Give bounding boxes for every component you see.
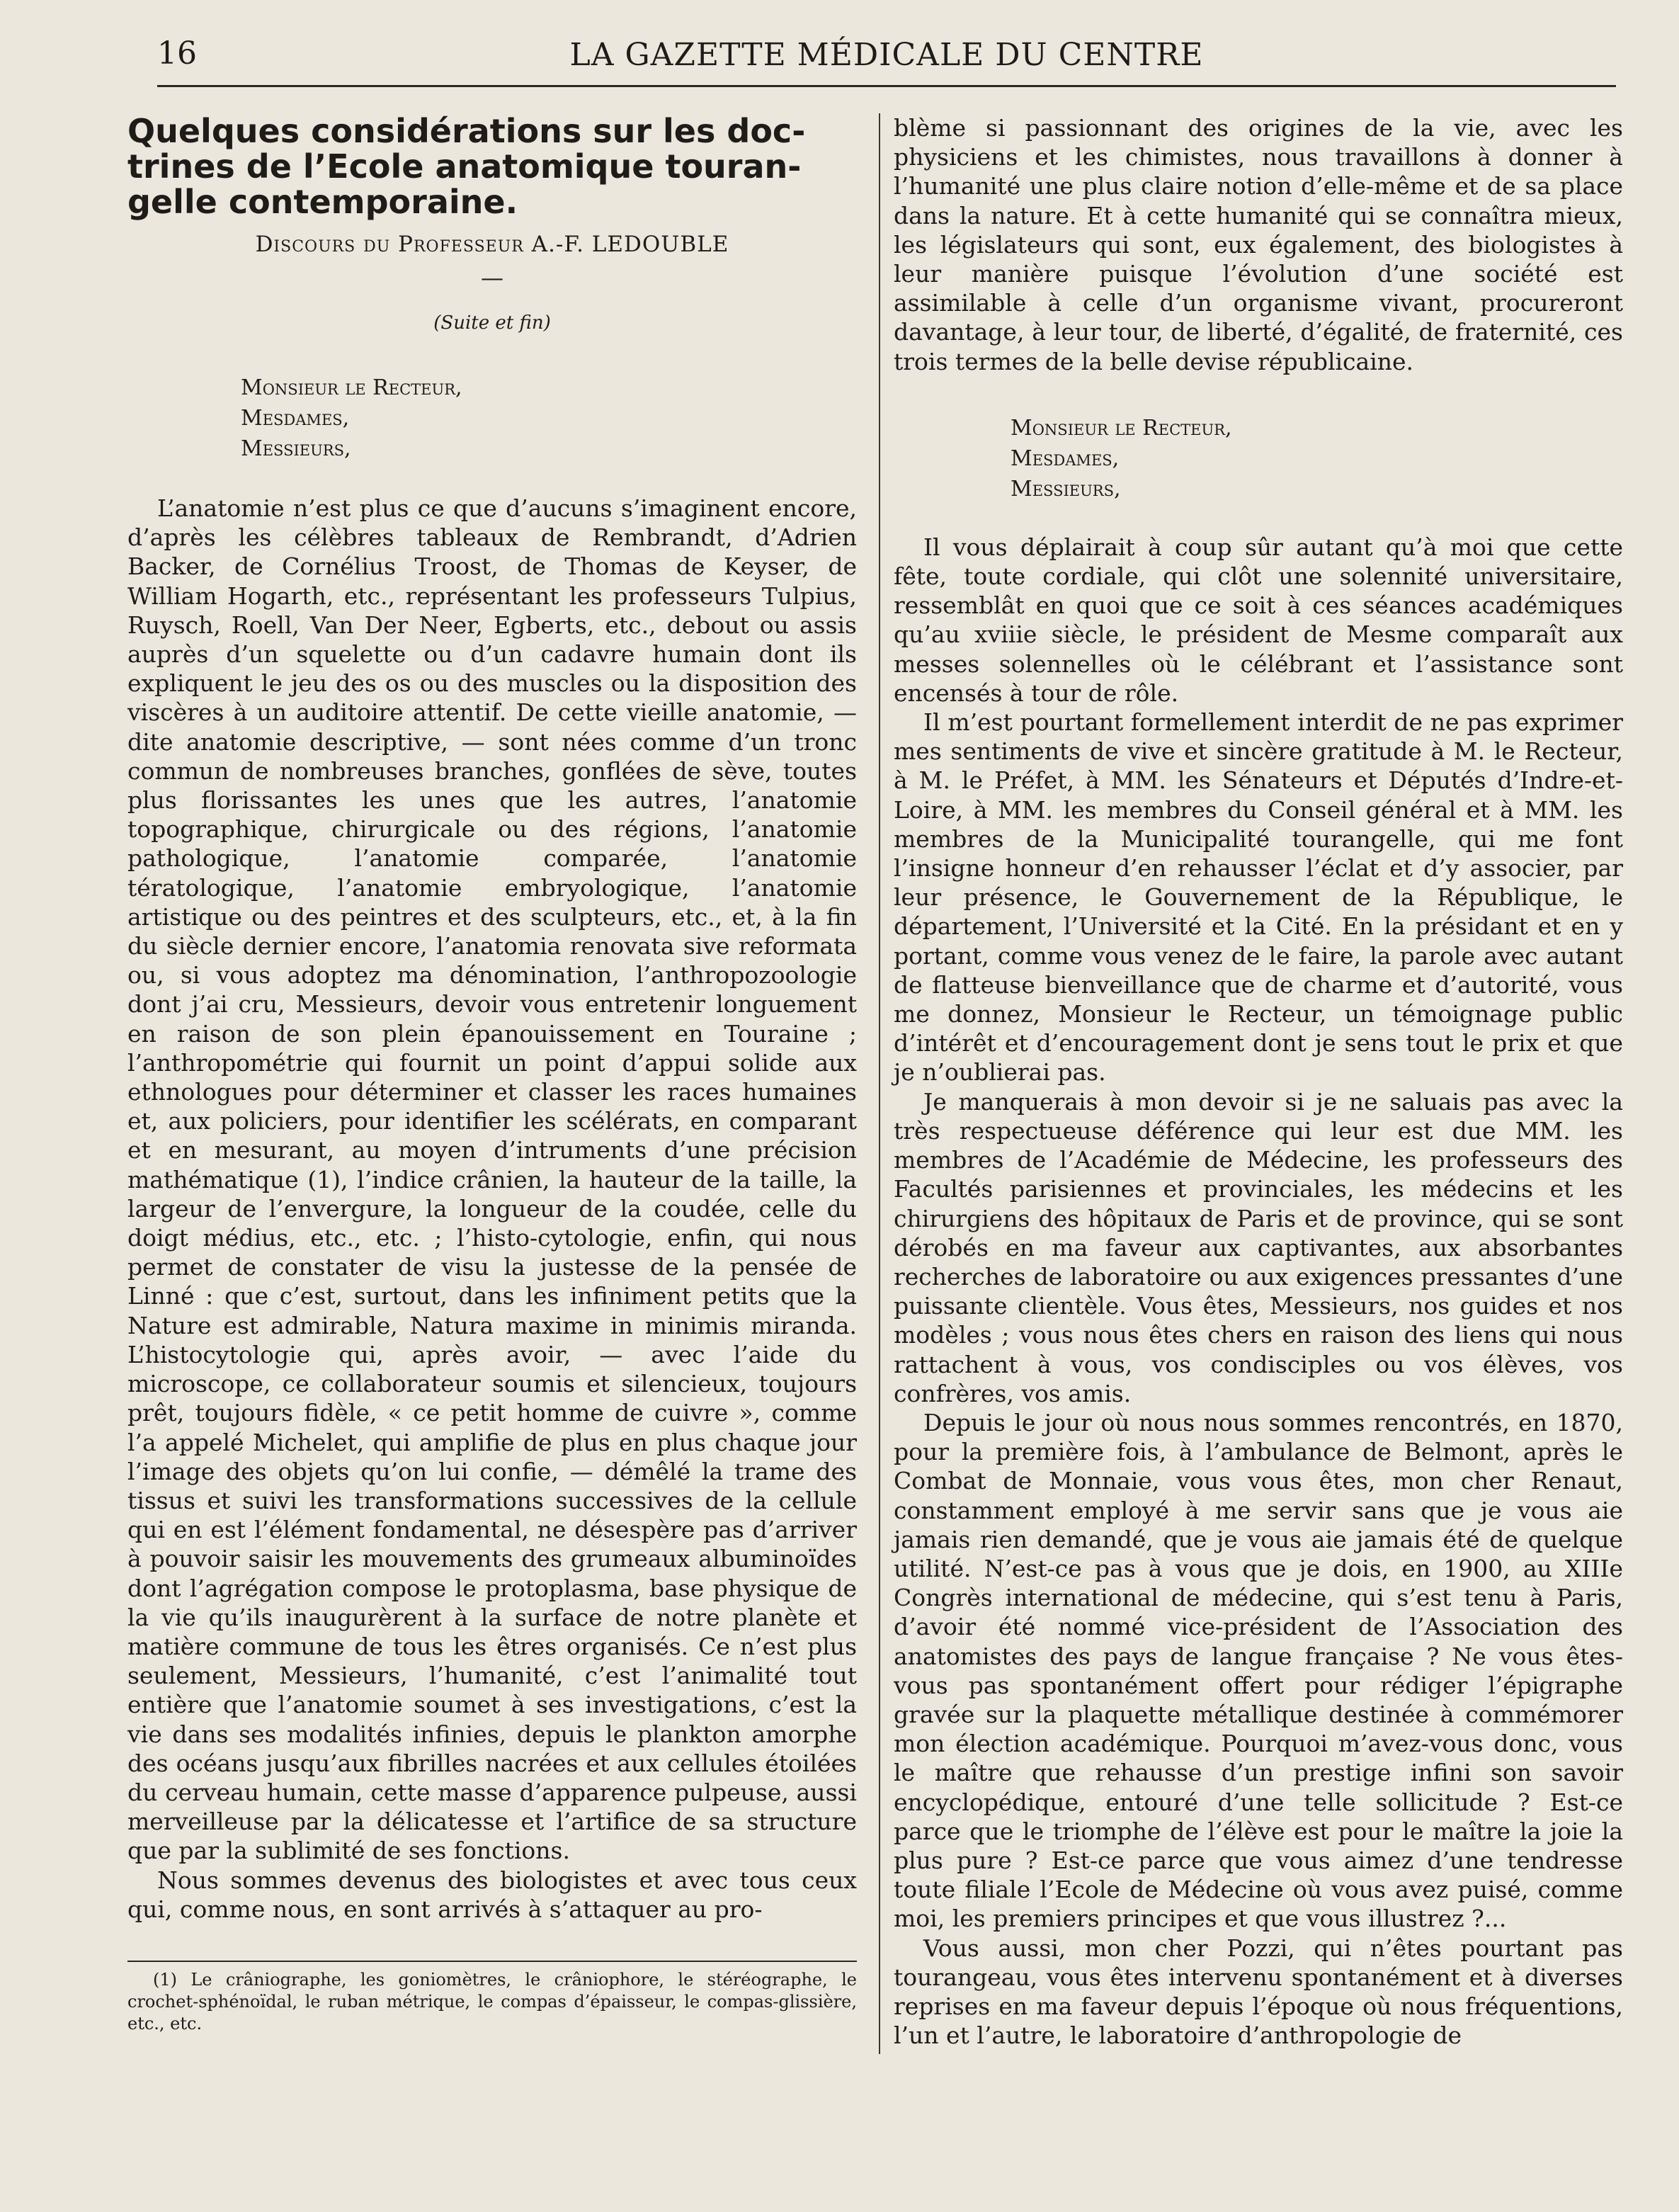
page-number: 16 [157, 35, 197, 72]
page-header [157, 35, 1616, 79]
footnote-rule [127, 1961, 857, 1962]
salutation [127, 373, 857, 464]
byline: Discours du Professeur A.-F. LEDOUBLE [255, 232, 729, 257]
paragraph: Vous aussi, mon cher Pozzi, qui n’êtes pourtant pas tourangeau, vous êtes intervenu spontanément et à diverses reprises en ma faveur depuis l’époque où nous fréquentions, l’un et l’autre, le laboratoire d’anthropologie de [894, 1934, 1623, 2050]
running-title: LA GAZETTE MÉDICALE DU CENTRE [569, 37, 1204, 73]
salutation-line: Monsieur le Recteur, [241, 375, 462, 400]
article-title [127, 113, 857, 220]
title-line: trines de l’Ecole anatomique touran- [127, 147, 802, 186]
header-rule [157, 85, 1616, 87]
footnote: (1) Le crâniographe, les goniomètres, le crâniophore, le stéréographe, le crochet-sphénoïdal, le ruban métrique, le compas d’épaisseur, le compas-glissière, etc., etc. [127, 1969, 857, 2034]
title-line: gelle contemporaine. [127, 183, 518, 221]
column-divider [879, 113, 880, 2054]
paragraph: Depuis le jour où nous nous sommes rencontrés, en 1870, pour la première fois, à l’ambulance de Belmont, après le Combat de Monnaie, vous vous êtes, mon cher Renaut, constamment employé à me servir sans que je vous aie jamais rien demandé, que je vous aie jamais été de quelque utilité. N’est-ce pas à vous que je dois, en 1900, au XIIIe Congrès international de médecine, qui s’est tenu à Paris, d’avoir été nommé vice-président de l’Association des anatomistes des pays de langue française ? Ne vous êtes-vous pas spontanément offert pour rédiger l’épigraphe gravée sur la plaquette métallique destinée à commémorer mon élection académique. Pourquoi m’avez-vous donc, vous le maître que rehausse d’un prestige infini son savoir encyclopédique, entouré d’une telle sollicitude ? Est-ce parce que le triomphe de l’élève est pour le maître la joie la plus pure ? Est-ce parce que vous aimez d’une tendresse toute filiale l’Ecole de Médecine où vous avez puisé, comme moi, les premiers principes et que vous illustrez ?... [894, 1408, 1623, 1933]
salutation-line: Messieurs, [1011, 476, 1121, 501]
paragraph: Il m’est pourtant formellement interdit de ne pas exprimer mes sentiments de vive et sincère gratitude à M. le Recteur, à M. le Préfet, à MM. les Sénateurs et Députés d’Indre-et-Loire, à MM. les membres du Conseil général et à MM. les membres de la Municipalité tourangelle, qui me font l’insigne honneur d’en rehausser l’éclat et d’y associer, par leur présence, le Gouvernement de la République, le département, l’Université et la Cité. En la présidant et en y portant, comme vous venez de le faire, la parole avec autant de flatteuse bienveillance que de charme et d’autorité, vous me donnez, Monsieur le Recteur, un témoignage public d’intérêt et d’encouragement dont je sens tout le prix et que je n’oublierai pas. [894, 708, 1623, 1087]
salutation-line: Messieurs, [241, 436, 351, 461]
left-column [127, 113, 857, 2035]
paragraph: Nous sommes devenus des biologistes et avec tous ceux qui, comme nous, en sont arrivés à s’attaquer au pro- [127, 1866, 857, 1923]
salutation [894, 413, 1623, 504]
paragraph: L’anatomie n’est plus ce que d’aucuns s’imaginent encore, d’après les célèbres tableaux de Rembrandt, d’Adrien Backer, de Cornélius Troost, de Thomas de Keyser, de William Hogarth, etc., représentant les professeurs Tulpius, Ruysch, Roell, Van Der Neer, Egberts, etc., debout ou assis auprès d’un squelette ou d’un cadavre humain dont ils expliquent le jeu des os ou des muscles ou la disposition des viscères à un auditoire attentif. De cette vieille anatomie, — dite anatomie descriptive, — sont nées comme d’un tronc commun de nombreuses branches, gonflées de sève, toutes plus florissantes les unes que les autres, l’anatomie topographique, chirurgicale ou des régions, l’anatomie pathologique, l’anatomie comparée, l’anatomie tératologique, l’anatomie embryologique, l’anatomie artistique ou des peintres et des sculpteurs, etc., et, à la fin du siècle dernier encore, l’anatomia renovata sive reformata ou, si vous adoptez ma dénomination, l’anthropozoologie dont j’ai cru, Messieurs, devoir vous entretenir longuement en raison de son plein épanouissement en Touraine ; l’anthropométrie qui fournit un point d’appui solide aux ethnologues pour déterminer et classer les races humaines et, aux policiers, pour identifier les scélérats, en comparant et en mesurant, au moyen d’intruments d’une précision mathématique (1), l’indice crânien, la hauteur de la taille, la largeur de l’envergure, la longueur de la coudée, celle du doigt médius, etc., etc. ; l’histo-cytologie, enfin, qui nous permet de constater de visu la justesse de la pensée de Linné : que c’est, surtout, dans les infiniment petits que la Nature est admirable, Natura maxime in minimis miranda. L’histocytologie qui, après avoir, — avec l’aide du microscope, ce collaborateur soumis et silencieux, toujours prêt, toujours fidèle, « ce petit homme de cuivre », comme l’a appelé Michelet, qui amplifie de plus en plus chaque jour l’image des objets qu’on lui confie, — démêlé la trame des tissus et suivi les transformations successives de la cellule qui en est l’élément fondamental, ne désespère pas d’arriver à pouvoir saisir les mouvements des grumeaux albuminoïdes dont l’agrégation compose le protoplasma, base physique de la vie qu’ils inaugurèrent à la surface de notre planète et matière commune de tous les êtres organisés. Ce n’est plus seulement, Messieurs, l’humanité, c’est l’animalité tout entière que l’anatomie soumet à ses investigations, c’est la vie dans ses modalités infinies, depuis le plankton amorphe des océans jusqu’aux fibrilles nacrées et aux cellules étoilées du cerveau humain, cette masse d’apparence pulpeuse, aussi merveilleuse par la délicatesse et l’artifice de sa structure que par la sublimité de ses fonctions. [127, 494, 857, 1865]
salutation-line: Mesdames, [241, 406, 350, 431]
separator-dash: — [481, 264, 503, 291]
title-line: Quelques considérations sur les doc- [127, 112, 806, 150]
paragraph: Il vous déplairait à coup sûr autant qu’à moi que cette fête, toute cordiale, qui clôt une solennité universitaire, ressemblât en quoi que ce soit à ces séances académiques qu’au xviiie siècle, le président de Mesme comparaît aux messes solennelles où le célébrant et l’assistance sont encensés à tour de rôle. [894, 533, 1623, 707]
right-column [894, 113, 1623, 2050]
paragraph-continued: blème si passionnant des origines de la vie, avec les physiciens et les chimistes, nous travaillons à donner à l’humanité une plus claire notion d’elle-même et de sa place dans la nature. Et à cette humanité qui se connaîtra mieux, les législateurs qui sont, eux également, des biologistes à leur manière puisque l’évolution d’une société est assimilable à celle d’un organisme vivant, procureront davantage, à leur tour, de liberté, d’égalité, de fraternité, ces trois termes de la belle devise républicaine. [894, 114, 1623, 375]
salutation-line: Monsieur le Recteur, [1011, 415, 1232, 441]
paragraph: Je manquerais à mon devoir si je ne saluais pas avec la très respectueuse déférence qui leur est due MM. les membres de l’Académie de Médecine, les professeurs des Facultés parisiennes et provinciales, les médecins et les chirurgiens des hôpitaux de Paris et de province, qui se sont dérobés en ma faveur aux captivantes, aux absorbantes recherches de laboratoire ou aux exigences pressantes d’une puissante clientèle. Vous êtes, Messieurs, nos guides et nos modèles ; vous nous êtes chers en raison des liens qui nous rattachent à vous, vos condisciples ou vos élèves, vos confrères, vos amis. [894, 1087, 1623, 1407]
continuation-note: (Suite et fin) [433, 312, 551, 334]
salutation-line: Mesdames, [1011, 446, 1120, 471]
